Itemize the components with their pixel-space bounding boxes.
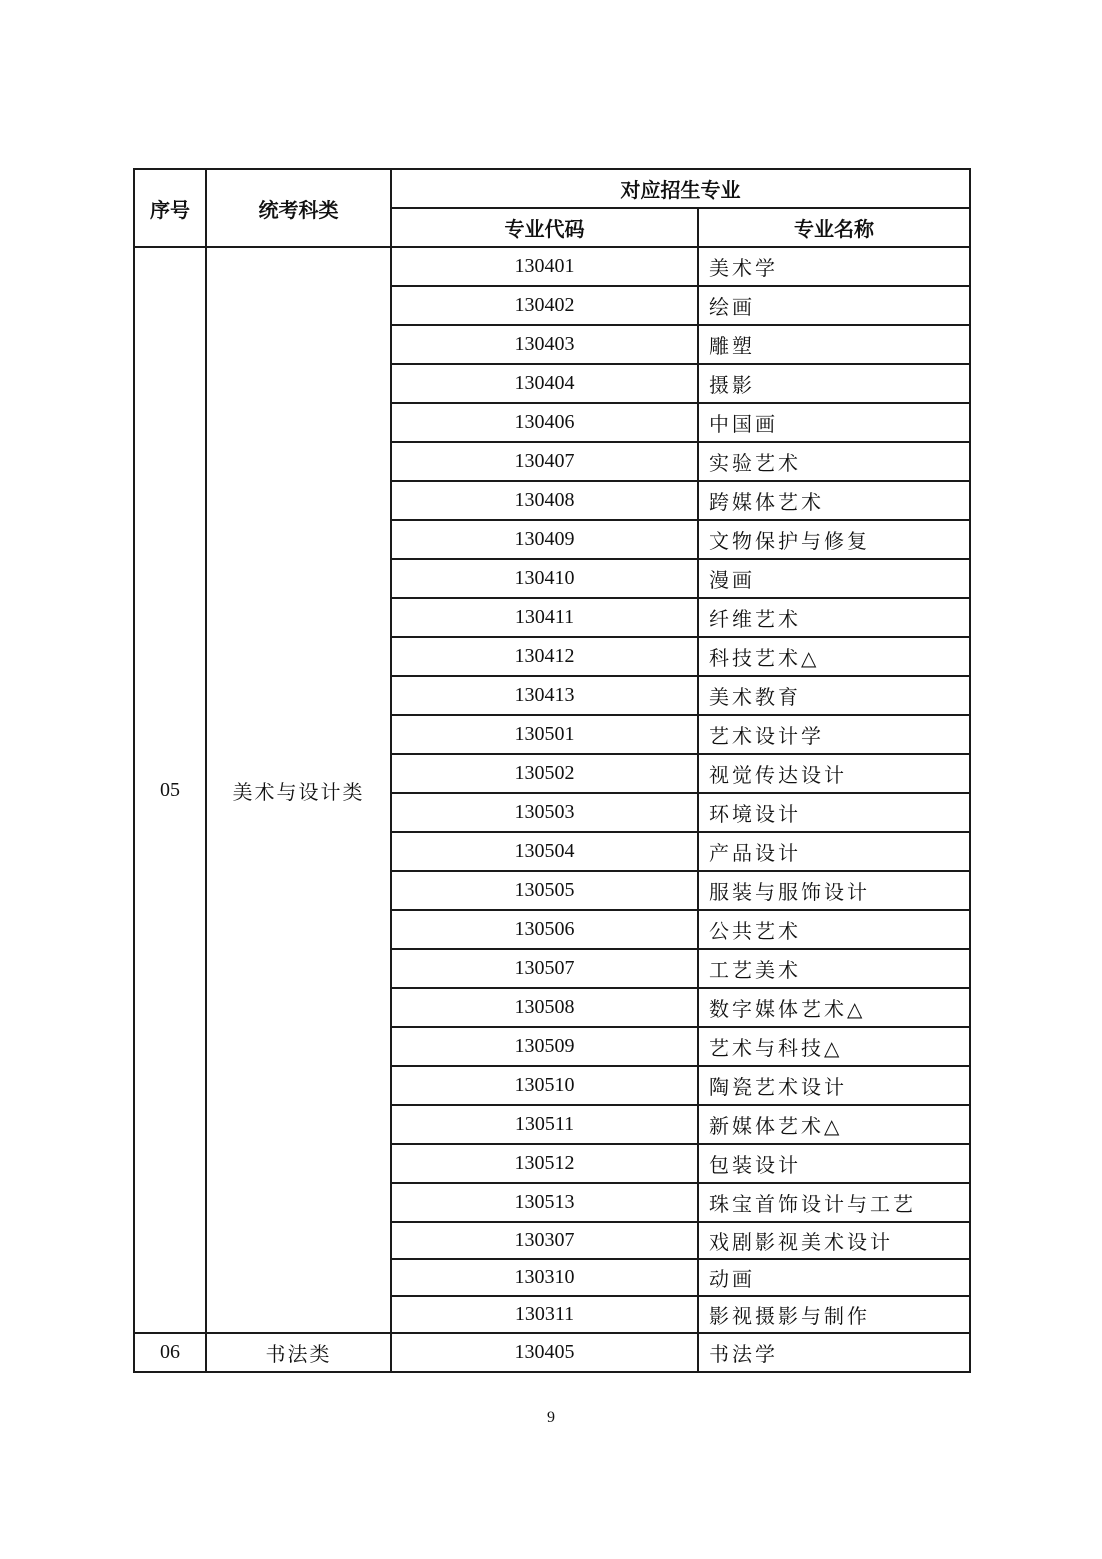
major-name: 工艺美术 <box>698 949 970 988</box>
major-name: 戏剧影视美术设计 <box>698 1222 970 1259</box>
group-seq: 05 <box>134 247 206 1333</box>
major-name: 绘画 <box>698 286 970 325</box>
table-body <box>134 247 970 1372</box>
major-code: 130510 <box>391 1066 698 1105</box>
major-code: 130311 <box>391 1296 698 1333</box>
major-name: 艺术设计学 <box>698 715 970 754</box>
table-row <box>134 1333 970 1372</box>
major-code: 130513 <box>391 1183 698 1222</box>
major-code: 130413 <box>391 676 698 715</box>
major-code: 130404 <box>391 364 698 403</box>
major-code: 130405 <box>391 1333 698 1372</box>
major-name: 科技艺术△ <box>698 637 970 676</box>
major-code: 130401 <box>391 247 698 286</box>
major-name: 中国画 <box>698 403 970 442</box>
header-category: 统考科类 <box>206 169 391 247</box>
major-code: 130512 <box>391 1144 698 1183</box>
page-number: 9 <box>547 1409 555 1426</box>
major-name: 陶瓷艺术设计 <box>698 1066 970 1105</box>
major-code: 130409 <box>391 520 698 559</box>
header-code: 专业代码 <box>391 208 698 247</box>
major-code: 130410 <box>391 559 698 598</box>
major-code: 130310 <box>391 1259 698 1296</box>
major-code: 130403 <box>391 325 698 364</box>
major-code: 130507 <box>391 949 698 988</box>
majors-table <box>133 168 971 1373</box>
major-code: 130504 <box>391 832 698 871</box>
major-name: 实验艺术 <box>698 442 970 481</box>
major-name: 数字媒体艺术△ <box>698 988 970 1027</box>
major-code: 130402 <box>391 286 698 325</box>
major-name: 艺术与科技△ <box>698 1027 970 1066</box>
major-name: 产品设计 <box>698 832 970 871</box>
major-code: 130412 <box>391 637 698 676</box>
header-majors: 对应招生专业 <box>391 169 970 208</box>
major-code: 130411 <box>391 598 698 637</box>
table-row <box>134 247 970 286</box>
major-name: 雕塑 <box>698 325 970 364</box>
group-category: 书法类 <box>206 1333 391 1372</box>
major-code: 130408 <box>391 481 698 520</box>
major-name: 包装设计 <box>698 1144 970 1183</box>
major-name: 漫画 <box>698 559 970 598</box>
major-name: 跨媒体艺术 <box>698 481 970 520</box>
major-name: 文物保护与修复 <box>698 520 970 559</box>
major-name: 摄影 <box>698 364 970 403</box>
major-code: 130508 <box>391 988 698 1027</box>
group-seq: 06 <box>134 1333 206 1372</box>
major-name: 影视摄影与制作 <box>698 1296 970 1333</box>
major-name: 书法学 <box>698 1333 970 1372</box>
major-name: 新媒体艺术△ <box>698 1105 970 1144</box>
major-code: 130505 <box>391 871 698 910</box>
major-code: 130506 <box>391 910 698 949</box>
major-name: 视觉传达设计 <box>698 754 970 793</box>
major-code: 130511 <box>391 1105 698 1144</box>
major-name: 纤维艺术 <box>698 598 970 637</box>
major-name: 公共艺术 <box>698 910 970 949</box>
major-name: 美术学 <box>698 247 970 286</box>
major-name: 环境设计 <box>698 793 970 832</box>
major-name: 服装与服饰设计 <box>698 871 970 910</box>
major-code: 130501 <box>391 715 698 754</box>
group-category: 美术与设计类 <box>206 247 391 1333</box>
major-code: 130307 <box>391 1222 698 1259</box>
major-name: 美术教育 <box>698 676 970 715</box>
major-code: 130503 <box>391 793 698 832</box>
header-name: 专业名称 <box>698 208 970 247</box>
major-code: 130406 <box>391 403 698 442</box>
major-name: 珠宝首饰设计与工艺 <box>698 1183 970 1222</box>
major-code: 130502 <box>391 754 698 793</box>
header-seq: 序号 <box>134 169 206 247</box>
major-code: 130407 <box>391 442 698 481</box>
major-code: 130509 <box>391 1027 698 1066</box>
major-name: 动画 <box>698 1259 970 1296</box>
